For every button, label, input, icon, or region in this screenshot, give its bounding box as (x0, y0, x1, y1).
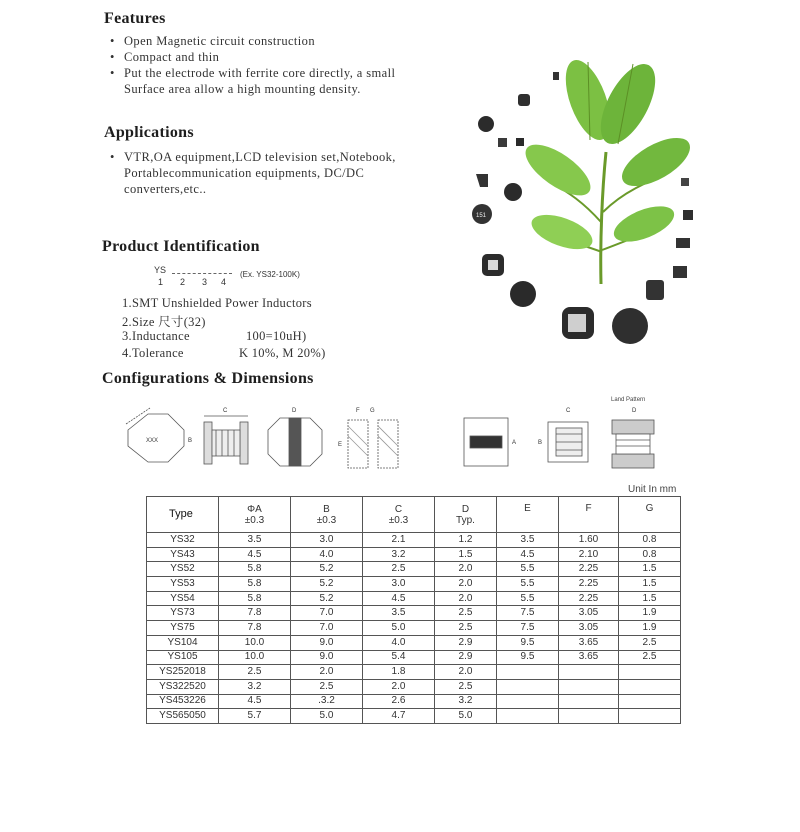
cell-d: 2.0 (435, 562, 497, 577)
dim-label-d-2: D (632, 408, 637, 414)
cell-b: 5.2 (291, 562, 363, 577)
ident-line-2: 2.Size 尺寸(32) (122, 315, 206, 329)
cell-c: 4.5 (363, 591, 435, 606)
header-d: D Typ. (435, 497, 497, 533)
cell-c: 2.5 (363, 562, 435, 577)
table-row (147, 650, 681, 665)
cell-a: 10.0 (219, 650, 291, 665)
features-list (108, 33, 438, 97)
code-example: (Ex. YS32-100K) (240, 270, 300, 279)
applications-heading: Applications (104, 124, 194, 141)
configurations-heading: Configurations & Dimensions (102, 370, 314, 387)
cell-c: 5.4 (363, 650, 435, 665)
cell-d: 2.5 (435, 679, 497, 694)
cell-d: 1.2 (435, 533, 497, 548)
cell-g (619, 694, 681, 709)
cell-e (497, 709, 559, 724)
cell-f (559, 665, 619, 680)
cell-c: 4.7 (363, 709, 435, 724)
cell-type: YS453226 (147, 694, 219, 709)
cell-g (619, 679, 681, 694)
code-position-2: 2 (180, 277, 186, 287)
cell-e (497, 679, 559, 694)
applications-list (108, 149, 438, 197)
header-a: ΦA ±0.3 (219, 497, 291, 533)
cell-c: 2.6 (363, 694, 435, 709)
cell-d: 2.5 (435, 606, 497, 621)
cell-type: YS54 (147, 591, 219, 606)
cell-type: YS252018 (147, 665, 219, 680)
cell-b: 5.2 (291, 591, 363, 606)
code-position-4: 4 (221, 277, 227, 287)
cell-b: 2.0 (291, 665, 363, 680)
applications-item: • VTR,OA equipment,LCD television set,Notebook, Portablecommunication equipments, DC/DC converters,etc.. (108, 149, 438, 197)
cell-c: 2.1 (363, 533, 435, 548)
product-photo (468, 52, 713, 352)
cell-b: 9.0 (291, 635, 363, 650)
cell-a: 4.5 (219, 547, 291, 562)
cell-b: 5.0 (291, 709, 363, 724)
photo-marking: 151 (476, 213, 487, 219)
cell-type: YS52 (147, 562, 219, 577)
cell-a: 5.7 (219, 709, 291, 724)
dim-label-b-1: B (188, 438, 193, 444)
code-position-1: 1 (158, 277, 164, 287)
code-position-3: 3 (202, 277, 208, 287)
cell-f (559, 694, 619, 709)
cell-type: YS104 (147, 635, 219, 650)
cell-g: 1.9 (619, 606, 681, 621)
cell-f: 2.25 (559, 562, 619, 577)
cell-f (559, 679, 619, 694)
cell-a: 4.5 (219, 694, 291, 709)
code-blank-line (172, 273, 232, 275)
table-row (147, 606, 681, 621)
dim-label-f-1: F (356, 408, 360, 414)
cell-c: 3.2 (363, 547, 435, 562)
features-heading: Features (104, 10, 166, 27)
cell-f: 3.65 (559, 635, 619, 650)
table-row (147, 621, 681, 636)
cell-d: 1.5 (435, 547, 497, 562)
dimensions-table (146, 496, 681, 724)
cell-b: .3.2 (291, 694, 363, 709)
dim-label-e-1: E (338, 442, 343, 448)
unit-label: Unit In mm (628, 484, 677, 495)
header-f: F (559, 497, 619, 533)
bottom-view-drawing (268, 408, 322, 466)
cell-f: 1.60 (559, 533, 619, 548)
cell-type: YS75 (147, 621, 219, 636)
cell-a: 7.8 (219, 606, 291, 621)
table-row (147, 679, 681, 694)
ident-line-3: 3.Inductance (122, 329, 190, 343)
top-view-drawing (126, 408, 192, 462)
table-row (147, 694, 681, 709)
cell-b: 2.5 (291, 679, 363, 694)
cell-c: 2.0 (363, 679, 435, 694)
cell-a: 3.2 (219, 679, 291, 694)
cell-d: 5.0 (435, 709, 497, 724)
header-e: E (497, 497, 559, 533)
header-g: G (619, 497, 681, 533)
cell-e: 5.5 (497, 591, 559, 606)
header-b: B ±0.3 (291, 497, 363, 533)
cell-c: 4.0 (363, 635, 435, 650)
side-view-drawing (204, 408, 248, 464)
cell-a: 5.8 (219, 577, 291, 592)
cell-g: 0.8 (619, 547, 681, 562)
features-item: • Compact and thin (108, 49, 438, 65)
identification-heading: Product Identification (102, 238, 260, 255)
dimension-drawings (108, 396, 688, 476)
cell-g: 1.5 (619, 591, 681, 606)
cell-c: 1.8 (363, 665, 435, 680)
cell-type: YS105 (147, 650, 219, 665)
cell-c: 3.0 (363, 577, 435, 592)
cell-e: 3.5 (497, 533, 559, 548)
cell-e: 5.5 (497, 562, 559, 577)
cell-type: YS322520 (147, 679, 219, 694)
cell-d: 2.0 (435, 577, 497, 592)
cell-f: 2.10 (559, 547, 619, 562)
cell-c: 5.0 (363, 621, 435, 636)
cell-type: YS43 (147, 547, 219, 562)
cell-g (619, 665, 681, 680)
marking-label: XXX (146, 438, 159, 444)
cell-type: YS53 (147, 577, 219, 592)
cell-a: 5.8 (219, 562, 291, 577)
cell-b: 7.0 (291, 621, 363, 636)
header-c: C ±0.3 (363, 497, 435, 533)
cell-g: 1.5 (619, 577, 681, 592)
features-item: • Put the electrode with ferrite core directly, a small Surface area allow a high mounting density. (108, 65, 438, 97)
cell-a: 5.8 (219, 591, 291, 606)
header-type: Type (147, 497, 219, 533)
dim-label-c-2: C (566, 408, 571, 414)
cell-a: 3.5 (219, 533, 291, 548)
dim-label-d-1: D (292, 408, 297, 414)
dim-label-c-1: C (223, 408, 228, 414)
leaf-branch-image (518, 54, 698, 284)
cell-e: 7.5 (497, 606, 559, 621)
cell-f: 3.65 (559, 650, 619, 665)
cell-e: 4.5 (497, 547, 559, 562)
cell-c: 3.5 (363, 606, 435, 621)
cell-a: 7.8 (219, 621, 291, 636)
dim-label-b-2: B (538, 440, 543, 446)
cell-g (619, 709, 681, 724)
cell-type: YS32 (147, 533, 219, 548)
table-row (147, 547, 681, 562)
cell-e (497, 694, 559, 709)
rect-type-drawing (464, 418, 516, 466)
table-row (147, 709, 681, 724)
ident-line-4: 4.Tolerance (122, 346, 184, 360)
cell-b: 3.0 (291, 533, 363, 548)
cell-a: 2.5 (219, 665, 291, 680)
table-row (147, 577, 681, 592)
cell-b: 9.0 (291, 650, 363, 665)
cell-a: 10.0 (219, 635, 291, 650)
cell-f: 2.25 (559, 577, 619, 592)
cell-e (497, 665, 559, 680)
cell-g: 1.5 (619, 562, 681, 577)
cell-e: 5.5 (497, 577, 559, 592)
cell-d: 2.0 (435, 665, 497, 680)
cell-f (559, 709, 619, 724)
cell-f: 3.05 (559, 606, 619, 621)
cell-d: 2.9 (435, 635, 497, 650)
dim-label-g-1: G (370, 408, 375, 414)
cell-b: 5.2 (291, 577, 363, 592)
cell-d: 3.2 (435, 694, 497, 709)
dim-label-a-2: A (512, 440, 517, 446)
land-pattern-label: Land Pattern (611, 397, 646, 403)
table-row (147, 591, 681, 606)
cell-d: 2.9 (435, 650, 497, 665)
cell-e: 9.5 (497, 650, 559, 665)
cell-e: 9.5 (497, 635, 559, 650)
cell-d: 2.5 (435, 621, 497, 636)
cell-g: 2.5 (619, 650, 681, 665)
pad-layout-drawing (338, 408, 398, 468)
cell-b: 7.0 (291, 606, 363, 621)
ident-line-3-value: 100=10uH) (246, 329, 307, 343)
table-row (147, 562, 681, 577)
cell-d: 2.0 (435, 591, 497, 606)
cell-type: YS73 (147, 606, 219, 621)
cell-e: 7.5 (497, 621, 559, 636)
table-row (147, 533, 681, 548)
code-prefix: YS (154, 265, 167, 275)
ident-line-4-value: K 10%, M 20%) (239, 346, 326, 360)
rect-side-drawing (538, 408, 588, 462)
features-item: • Open Magnetic circuit construction (108, 33, 438, 49)
cell-f: 3.05 (559, 621, 619, 636)
table-header-row (147, 497, 681, 533)
cell-g: 0.8 (619, 533, 681, 548)
table-row (147, 635, 681, 650)
table-row (147, 665, 681, 680)
cell-f: 2.25 (559, 591, 619, 606)
ident-line-1: 1.SMT Unshielded Power Inductors (122, 296, 312, 310)
cell-type: YS565050 (147, 709, 219, 724)
cell-g: 2.5 (619, 635, 681, 650)
land-pattern-drawing (612, 408, 654, 468)
cell-b: 4.0 (291, 547, 363, 562)
cell-g: 1.9 (619, 621, 681, 636)
